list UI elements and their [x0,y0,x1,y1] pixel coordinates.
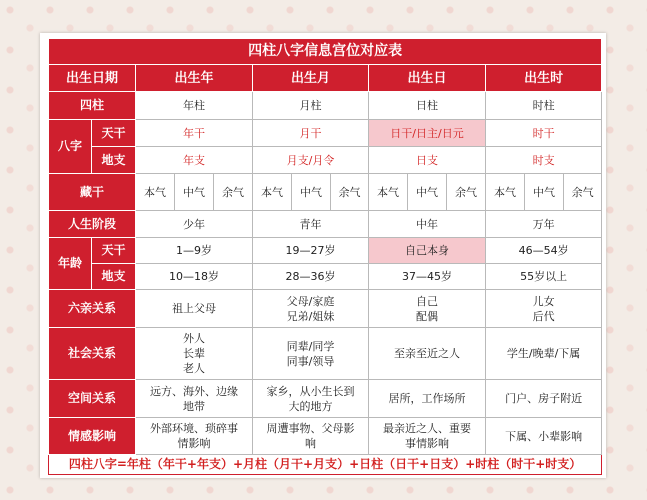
canggan-year-zhongqi: 中气 [175,174,214,211]
dizhi-month: 月支/月令 [253,147,369,174]
space-day-line: 居所，工作场所 [388,392,466,405]
header-birth-year: 出生年 [136,65,253,92]
canggan-month-yuqi: 余气 [331,174,369,211]
header-birth-month: 出生月 [253,65,369,92]
relatives-month [253,290,369,328]
stage-month: 青年 [253,211,369,238]
row-label-stage: 人生阶段 [49,211,136,238]
header-birth-date: 出生日期 [49,65,136,92]
age-dizhi-day: 37—45岁 [369,264,486,290]
bazi-table [48,38,602,475]
space-month-line: 大的地方 [288,399,333,413]
social-month-line: 同事/领导 [286,354,335,368]
age-tiangan-day: 自己本身 [369,238,486,264]
relatives-hour [486,290,602,328]
age-dizhi-year: 10—18岁 [136,264,253,290]
canggan-month-benqi: 本气 [253,174,292,211]
dizhi-hour: 时支 [486,147,602,174]
social-hour [486,328,602,380]
row-label-bazi-tiangan: 天干 [92,120,136,147]
space-year-line: 远方、海外、边缘 [150,384,238,398]
social-year-line: 长辈 [183,347,205,360]
table-title: 四柱八字信息宫位对应表 [49,39,602,65]
canggan-day-zhongqi: 中气 [408,174,447,211]
sizhu-year: 年柱 [136,92,253,120]
space-month [253,380,369,418]
tiangan-year: 年干 [136,120,253,147]
emotion-day-line: 最亲近之人、重要 [383,422,471,435]
relatives-day-line: 配偶 [416,309,438,323]
row-label-canggan: 藏干 [49,174,136,211]
space-month-line: 家乡，从小生长到 [266,384,355,398]
emotion-month-line: 响 [305,437,316,450]
relatives-month-line: 父母/家庭 [286,294,335,308]
emotion-day [369,418,486,455]
header-birth-hour: 出生时 [486,65,602,92]
tiangan-month: 月干 [253,120,369,147]
social-month-line: 同辈/同学 [286,339,335,353]
social-month [253,328,369,380]
canggan-year-yuqi: 余气 [214,174,253,211]
canggan-day-yuqi: 余气 [447,174,486,211]
canggan-year-benqi: 本气 [136,174,175,211]
emotion-hour [486,418,602,455]
header-birth-day: 出生日 [369,65,486,92]
emotion-month-line: 周遭事物、父母影 [266,422,355,435]
relatives-month-line: 兄弟/姐妹 [286,309,335,323]
space-year-line: 地带 [183,399,205,413]
social-year-line: 外人 [183,332,205,345]
dizhi-year: 年支 [136,147,253,174]
stage-day: 中年 [369,211,486,238]
row-label-bazi: 八字 [49,120,92,174]
age-dizhi-month: 28—36岁 [253,264,369,290]
relatives-day [369,290,486,328]
canggan-month-zhongqi: 中气 [292,174,331,211]
relatives-year-line: 祖上父母 [172,302,216,315]
emotion-year-line: 情影响 [177,437,211,450]
social-day [369,328,486,380]
stage-hour: 万年 [486,211,602,238]
emotion-year-line: 外部环境、琐碎事 [150,422,238,435]
space-hour [486,380,602,418]
age-dizhi-hour: 55岁以上 [486,264,602,290]
stage-year: 少年 [136,211,253,238]
relatives-hour-line: 儿女 [532,294,555,308]
canggan-hour-benqi: 本气 [486,174,525,211]
canggan-day-benqi: 本气 [369,174,408,211]
age-tiangan-year: 1—9岁 [136,238,253,264]
social-day-line: 至亲至近之人 [394,347,460,360]
social-hour-line: 学生/晚辈/下属 [506,347,581,360]
space-day [369,380,486,418]
space-year [136,380,253,418]
space-hour-line: 门户、房子附近 [505,392,583,405]
emotion-hour-line: 下属、小辈影响 [505,429,583,443]
row-label-age-tiangan: 天干 [92,238,136,264]
row-label-age: 年龄 [49,238,92,290]
row-label-social: 社会关系 [49,328,136,380]
tiangan-day: 日干/日主/日元 [369,120,486,147]
canggan-hour-yuqi: 余气 [564,174,602,211]
emotion-month [253,418,369,455]
social-year-line: 老人 [183,362,205,375]
emotion-year [136,418,253,455]
row-label-bazi-dizhi: 地支 [92,147,136,174]
formula-footer: 四柱八字=年柱（年干+年支）+月柱（月干+月支）+日柱（日干+日支）+时柱（时干+时支） [49,455,602,475]
row-label-relatives: 六亲关系 [49,290,136,328]
relatives-day-line: 自己 [416,294,438,308]
sizhu-hour: 时柱 [486,92,602,120]
sizhu-day: 日柱 [369,92,486,120]
dizhi-day: 日支 [369,147,486,174]
social-year [136,328,253,380]
age-tiangan-hour: 46—54岁 [486,238,602,264]
row-label-sizhu: 四柱 [49,92,136,120]
relatives-year [136,290,253,328]
tiangan-hour: 时干 [486,120,602,147]
sizhu-month: 月柱 [253,92,369,120]
age-tiangan-month: 19—27岁 [253,238,369,264]
row-label-space: 空间关系 [49,380,136,418]
canggan-hour-zhongqi: 中气 [525,174,564,211]
emotion-day-line: 事情影响 [405,437,449,450]
relatives-hour-line: 后代 [532,309,555,323]
row-label-age-dizhi: 地支 [92,264,136,290]
row-label-emotion: 情感影响 [49,418,136,455]
